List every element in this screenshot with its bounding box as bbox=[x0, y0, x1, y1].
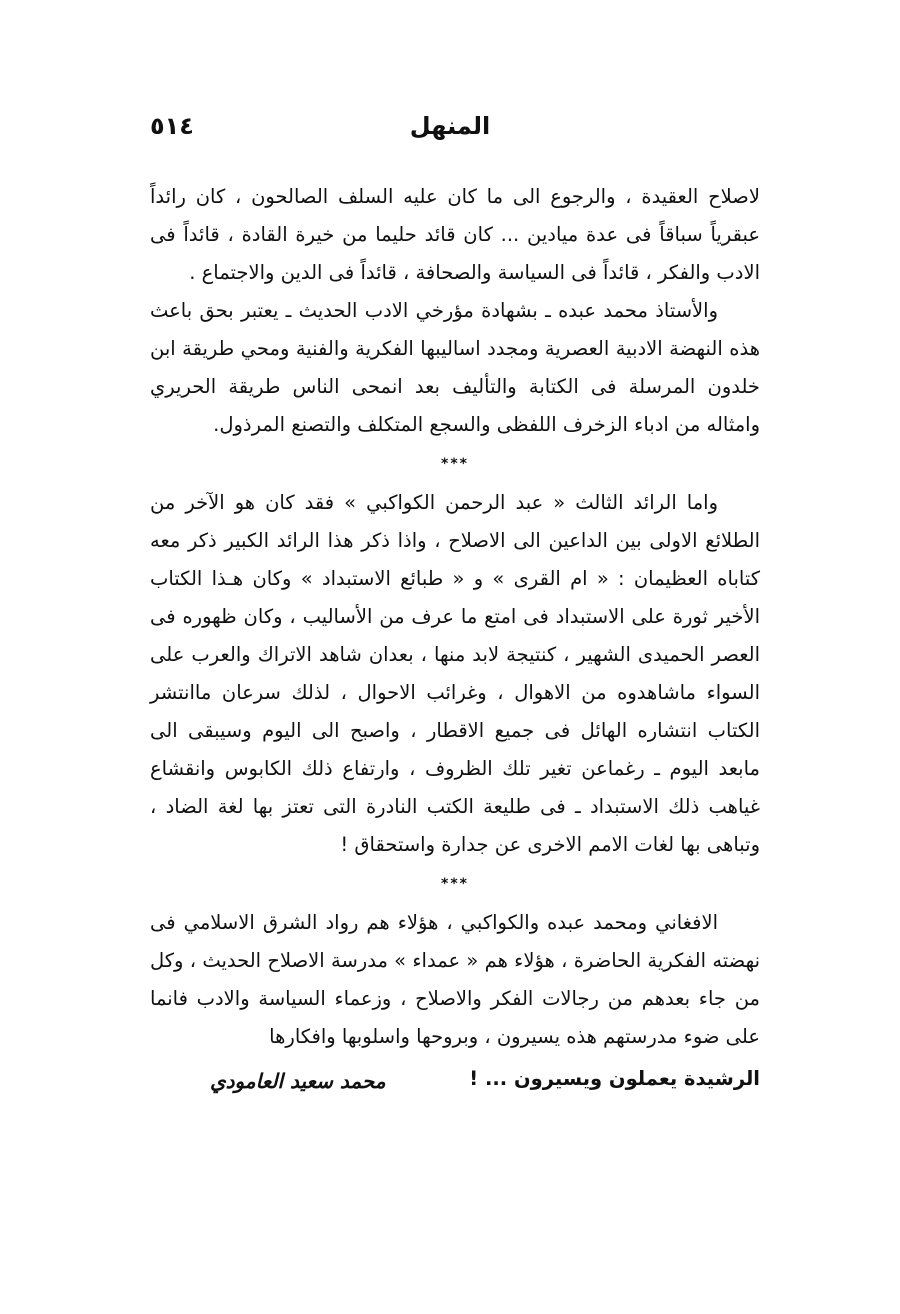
author-signature: محمد سعيد العامودي bbox=[210, 1069, 386, 1093]
article-body bbox=[150, 178, 760, 1100]
paragraph-3: واما الرائد الثالث « عبد الرحمن الكواكبي » فقد كان هو الآخر من الطلائع الاولى بين الداعين الى الاصلاح ، واذا ذكر هذا الرائد الكبير ذكر معه كتاباه العظيمان : « ام القرى » و « طبائع الاستبداد » وكان هـذا الكتاب الأخير ثورة على الاستبداد فى امتع ما عرف من الأساليب ، وكان ظهوره فى العصر الحميدى الشهير ، كنتيجة لابد منها ، بعدان شاهد الاتراك والعرب على السواء ماشاهدوه من الاهوال ، وغرائب الاحوال ، لذلك سرعان ماانتشر الكتاب انتشاره الهائل فى جميع الاقطار ، واصبح الى اليوم وسيبقى الى مابعد اليوم ـ رغماعن تغير تلك الظروف ، وارتفاع ذلك الكابوس وانقشاع غياهب ذلك الاستبداد ـ فى طليعة الكتب النادرة التى تعتز بها لغة الضاد ، وتباهى بها لغات الامم الاخرى عن جدارة واستحقاق ! bbox=[150, 491, 760, 856]
page-header bbox=[150, 112, 750, 152]
paragraph-1: لاصلاح العقيدة ، والرجوع الى ما كان عليه السلف الصالحون ، كان رائداً عبقرياً سباقاً فى عدة ميادين ... كان قائد حليما من خيرة القادة ، قائداً فى الادب والفكر ، قائداً فى السياسة والصحافة ، قائداً فى الدين والاجتماع . bbox=[150, 185, 760, 284]
section-separator-2: *** bbox=[441, 876, 469, 892]
final-sentence: الرشيدة يعملون ويسيرون ... ! bbox=[469, 1067, 760, 1090]
section-separator-1: *** bbox=[441, 456, 469, 472]
paragraph-2: والأستاذ محمد عبده ـ بشهادة مؤرخي الادب الحديث ـ يعتبر بحق باعث هذه النهضة الادبية العصرية ومجدد اساليبها الفكرية والفنية ومحي طريقة ابن خلدون المرسلة فى الكتابة والتأليف بعد انمحى الناس طريقة الحريري وامثاله من ادباء الزخرف اللفظى والسجع المتكلف والتصنع المرذول. bbox=[150, 299, 760, 436]
closing-line bbox=[150, 1060, 760, 1100]
page-number: ٥١٤ bbox=[150, 112, 194, 140]
running-title: المنهل bbox=[409, 112, 491, 140]
paragraph-4: الافغاني ومحمد عبده والكواكبي ، هؤلاء هم رواد الشرق الاسلامي فى نهضته الفكرية الحاضرة ، هؤلاء هم « عمداء » مدرسة الاصلاح الحديث ، وكل من جاء بعدهم من رجالات الفكر والاصلاح ، وزعماء السياسة والادب فانما على ضوء مدرستهم هذه يسيرون ، وبروحها واسلوبها وافكارها bbox=[150, 911, 760, 1048]
